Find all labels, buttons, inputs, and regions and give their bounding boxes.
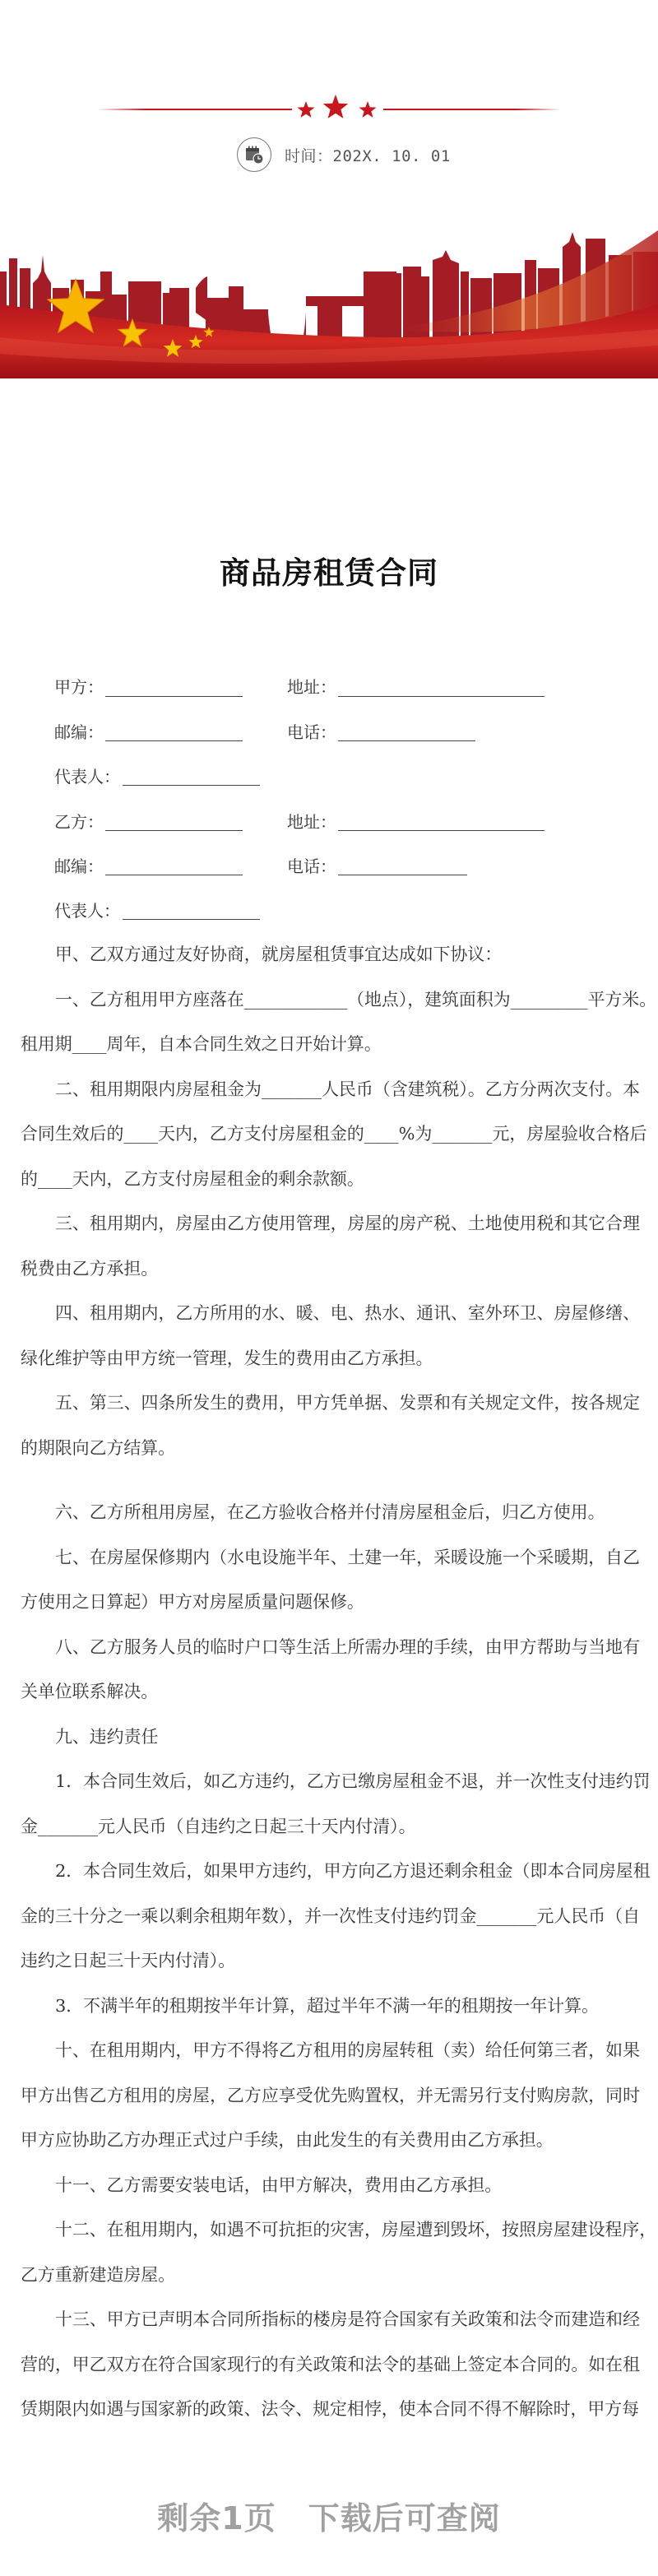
clause-paragraph bbox=[21, 2207, 657, 2297]
clause-line: 十一、乙方需要安装电话，由甲方解决，费用由乙方承担。 bbox=[55, 2175, 503, 2195]
party-a-address-label: 地址： bbox=[287, 677, 336, 697]
party-b-name-field[interactable] bbox=[105, 830, 243, 831]
clause-paragraph bbox=[21, 932, 640, 977]
party-a-rep-field[interactable] bbox=[123, 785, 260, 786]
date-row bbox=[237, 137, 451, 173]
clause-line: 关单位联系解决。 bbox=[21, 1682, 159, 1701]
header-divider-left bbox=[97, 109, 292, 110]
clause-line: 一、乙方租用甲方座落在____________（地点），建筑面积为_________平方米。 bbox=[55, 989, 657, 1010]
party-b-name-label: 乙方： bbox=[54, 812, 104, 832]
party-a-phone-field[interactable] bbox=[338, 740, 475, 741]
clause-paragraph bbox=[21, 977, 657, 1067]
contract-body bbox=[21, 932, 657, 2432]
clause-line: 合同生效后的____天内，乙方支付房屋租金的____%为_______元，房屋验收合格后 bbox=[21, 1124, 647, 1144]
party-a-postcode-label: 邮编： bbox=[54, 722, 104, 742]
clause-line: 乙方重新建造房屋。 bbox=[21, 2264, 176, 2285]
party-a-name-label: 甲方： bbox=[54, 677, 104, 697]
calendar-clock-icon bbox=[237, 137, 271, 172]
clause-paragraph bbox=[21, 2163, 640, 2208]
download-to-read-more-link[interactable]: 剩余1页 下载后可查阅 bbox=[157, 2500, 501, 2537]
clause-paragraph bbox=[21, 1490, 640, 1535]
clause-line: 九、违约责任 bbox=[55, 1726, 159, 1747]
red-star-icon bbox=[359, 101, 377, 118]
clause-line: 税费由乙方承担。 bbox=[21, 1258, 159, 1279]
clause-line: 十三、甲方已声明本合同所指标的楼房是符合国家有关政策和法令而建造和经 bbox=[55, 2309, 640, 2329]
clause-paragraph bbox=[21, 1984, 640, 2029]
clause-paragraph bbox=[21, 1759, 651, 1849]
clause-paragraph bbox=[21, 1381, 640, 1470]
red-star-icon bbox=[298, 101, 315, 118]
clause-line: 三、租用期内，房屋由乙方使用管理，房屋的房产税、土地使用税和其它合理 bbox=[55, 1214, 640, 1233]
clause-line: 2．本合同生效后，如果甲方违约，甲方向乙方退还剩余租金（即本合同房屋租 bbox=[55, 1861, 651, 1881]
clause-line: 十二、在租用期内，如遇不可抗拒的灾害，房屋遭到毁坏，按照房屋建设程序， bbox=[55, 2220, 657, 2239]
clause-line: 四、租用期内，乙方所用的水、暖、电、热水、通讯、室外环卫、房屋修缮、 bbox=[55, 1303, 640, 1323]
clause-paragraph bbox=[21, 1291, 640, 1381]
clause-line: 方使用之日算起）甲方对房屋质量问题保修。 bbox=[21, 1592, 364, 1612]
clause-line: 租用期____周年，自本合同生效之日开始计算。 bbox=[21, 1034, 382, 1054]
clause-paragraph bbox=[21, 2297, 640, 2432]
party-b-phone-label: 电话： bbox=[287, 856, 336, 876]
party-b-address-field[interactable] bbox=[338, 830, 544, 831]
clause-line: 六、乙方所租用房屋，在乙方验收合格并付清房屋租金后，归乙方使用。 bbox=[55, 1502, 605, 1522]
clause-line: 二、租用期限内房屋租金为_______人民币（含建筑税）。乙方分两次支付。本 bbox=[55, 1079, 640, 1099]
clause-line: 八、乙方服务人员的临时户口等生活上所需办理的手续，由甲方帮助与当地有 bbox=[55, 1636, 640, 1657]
party-b-address-label: 地址： bbox=[287, 812, 336, 832]
clause-line: 甲方应协助乙方办理正式过户手续，由此发生的有关费用由乙方承担。 bbox=[21, 2130, 554, 2150]
header-divider-right bbox=[383, 109, 561, 110]
clause-line: 营的，甲乙双方在符合国家现行的有关政策和法令的基础上签定本合同的。如在租 bbox=[21, 2354, 640, 2374]
clause-paragraph bbox=[21, 1625, 640, 1715]
party-b-postcode-label: 邮编： bbox=[54, 856, 104, 876]
clause-paragraph bbox=[21, 1715, 640, 1760]
clause-line: 赁期限内如遇与国家新的政策、法令、规定相悖，使本合同不得不解除时，甲方每 bbox=[21, 2399, 640, 2419]
clause-paragraph bbox=[21, 1535, 640, 1625]
red-star-icon bbox=[323, 95, 348, 118]
party-a-rep-label: 代表人： bbox=[54, 767, 120, 787]
party-b-rep-field[interactable] bbox=[123, 919, 260, 920]
clause-line: 五、第三、四条所发生的费用，甲方凭单据、发票和有关规定文件，按各规定 bbox=[55, 1393, 640, 1413]
clause-line: 1．本合同生效后，如乙方违约，乙方已缴房屋租金不退，并一次性支付违约罚 bbox=[55, 1771, 651, 1791]
clause-line: 七、在房屋保修期内（水电设施半年、土建一年，采暖设施一个采暖期，自乙 bbox=[55, 1547, 640, 1567]
clause-line: 金的三十分之一乘以剩余租期年数），并一次性支付违约罚金_______元人民币（自 bbox=[21, 1905, 640, 1926]
red-stars-icon bbox=[292, 92, 382, 125]
clause-paragraph bbox=[21, 1067, 647, 1202]
paragraph-spacer bbox=[21, 1470, 640, 1490]
party-a-postcode-field[interactable] bbox=[105, 740, 243, 741]
party-a-name-field[interactable] bbox=[105, 696, 243, 697]
clause-paragraph bbox=[21, 2028, 640, 2163]
clause-line: 十、在租用期内，甲方不得将乙方租用的房屋转租（卖）给任何第三者，如果 bbox=[55, 2040, 640, 2060]
clause-paragraph bbox=[21, 1201, 640, 1291]
clause-line: 甲方出售乙方租用的房屋，乙方应享受优先购置权，并无需另行支付购房款，同时 bbox=[21, 2085, 640, 2105]
clause-line: 3．不满半年的租期按半年计算，超过半年不满一年的租期按一年计算。 bbox=[55, 1995, 599, 2016]
clause-line: 的期限向乙方结算。 bbox=[21, 1437, 176, 1458]
clause-line: 绿化维护等由甲方统一管理，发生的费用由乙方承担。 bbox=[21, 1348, 433, 1368]
clause-paragraph bbox=[21, 1849, 651, 1984]
party-b-rep-label: 代表人： bbox=[54, 901, 120, 921]
clause-line: 的____天内，乙方支付房屋租金的剩余款额。 bbox=[21, 1168, 364, 1189]
party-a-address-field[interactable] bbox=[338, 696, 544, 697]
date-text: 时间：202X. 10. 01 bbox=[285, 146, 451, 165]
clause-line: 违约之日起三十天内付清）。 bbox=[21, 1951, 236, 1970]
skyline-banner bbox=[0, 222, 658, 378]
clause-line: 金_______元人民币（自违约之日起三十天内付清）。 bbox=[21, 1816, 416, 1836]
clause-line: 甲、乙双方通过友好协商，就房屋租赁事宜达成如下协议： bbox=[55, 945, 503, 964]
party-a-phone-label: 电话： bbox=[287, 722, 336, 742]
document-title: 商品房租赁合同 bbox=[220, 555, 438, 591]
